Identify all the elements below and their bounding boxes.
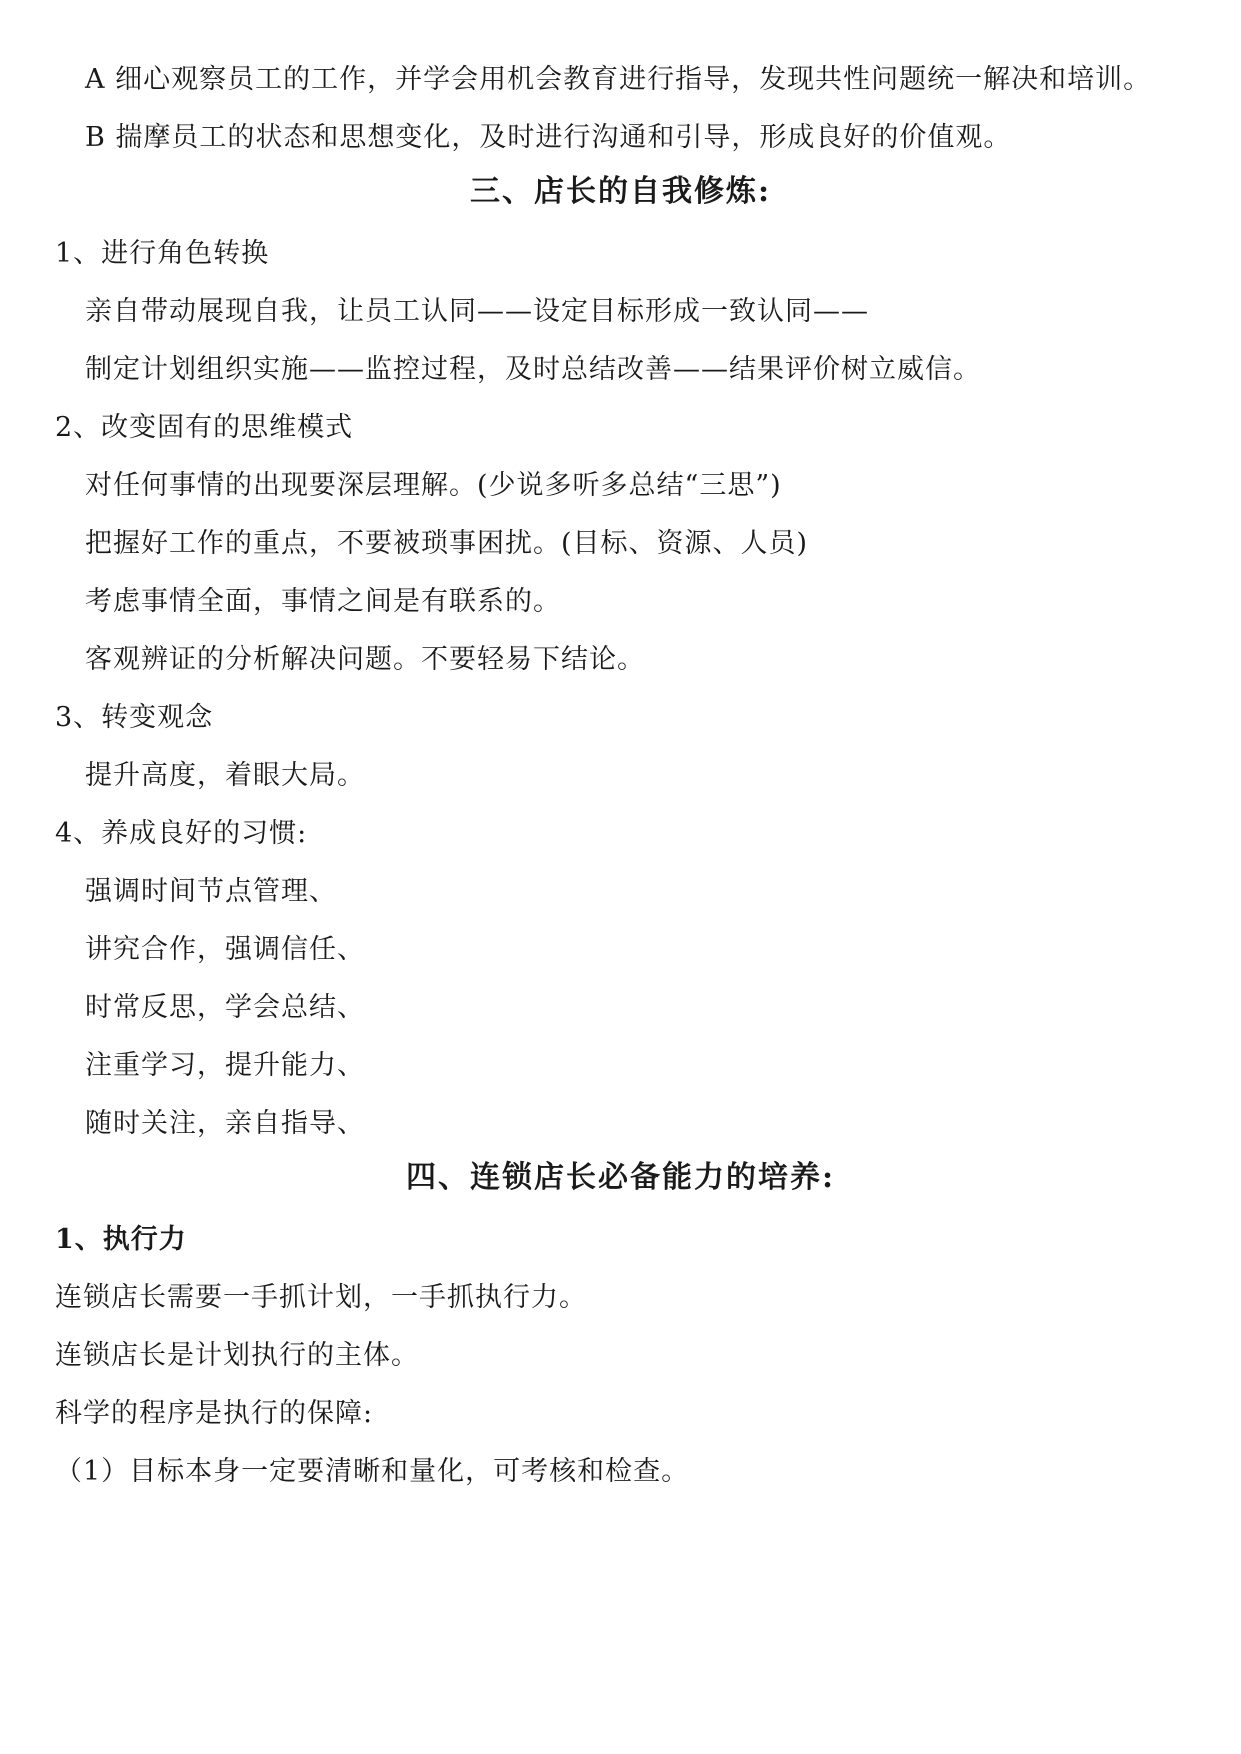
item-a: A 细心观察员工的工作，并学会用机会教育进行指导，发现共性问题统一解决和培训。	[85, 64, 1152, 95]
habit-line: 时常反思，学会总结、	[85, 992, 365, 1023]
item-2-thinking-mode: 2、改变固有的思维模式	[55, 412, 354, 443]
paragraph-line: 客观辨证的分析解决问题。不要轻易下结论。	[85, 644, 645, 675]
habit-line: 注重学习，提升能力、	[85, 1050, 365, 1081]
habit-line: 强调时间节点管理、	[85, 876, 337, 907]
section-heading-4: 四、连锁店长必备能力的培养:	[405, 1160, 836, 1195]
paragraph-line: 亲自带动展现自我，让员工认同——设定目标形成一致认同——	[85, 296, 869, 327]
paragraph-line: 提升高度，着眼大局。	[85, 760, 365, 791]
item-4-habits: 4、养成良好的习惯:	[55, 818, 308, 849]
paragraph-line: 考虑事情全面，事情之间是有联系的。	[85, 586, 561, 617]
paragraph-line: 连锁店长需要一手抓计划，一手抓执行力。	[55, 1282, 587, 1313]
habit-line: 讲究合作，强调信任、	[85, 934, 365, 965]
paragraph-line: 对任何事情的出现要深层理解。(少说多听多总结“三思”)	[85, 470, 782, 501]
paragraph-line: 连锁店长是计划执行的主体。	[55, 1340, 419, 1371]
habit-line: 随时关注，亲自指导、	[85, 1108, 365, 1139]
item-3-mindset: 3、转变观念	[55, 702, 214, 733]
paragraph-line: 把握好工作的重点，不要被琐事困扰。(目标、资源、人员)	[85, 528, 809, 559]
paragraph-line: 制定计划组织实施——监控过程，及时总结改善——结果评价树立威信。	[85, 354, 981, 385]
subheading-execution: 1、执行力	[55, 1224, 187, 1255]
paragraph-line: （1）目标本身一定要清晰和量化，可考核和检查。	[55, 1456, 690, 1487]
paragraph-line: 科学的程序是执行的保障:	[55, 1398, 374, 1429]
item-b: B 揣摩员工的状态和思想变化，及时进行沟通和引导，形成良好的价值观。	[85, 122, 1012, 153]
section-heading-3: 三、店长的自我修炼:	[469, 174, 772, 209]
item-1-role-change: 1、进行角色转换	[55, 238, 270, 269]
